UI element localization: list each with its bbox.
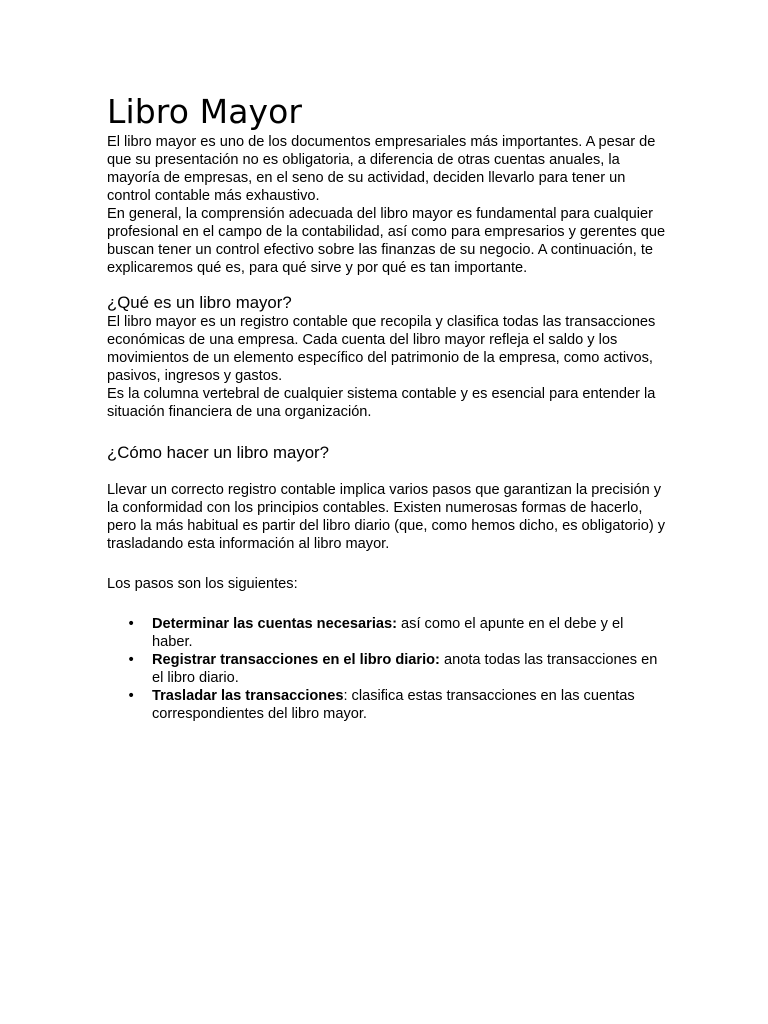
bullet-icon: • [127, 688, 136, 704]
bullet-icon: • [127, 652, 136, 668]
document-page [107, 91, 667, 723]
step-bold-label: Registrar transacciones en el libro diario: [152, 652, 440, 668]
step-bold-label: Trasladar las transacciones [152, 688, 344, 704]
section2-paragraph: Llevar un correcto registro contable implica varios pasos que garantizan la precisión y la conformidad con los principios contables. Existen numerosas formas de hacerlo, pero la más habitual es partir del libro diario (que, como hemos dicho, es obligatorio) y trasladando esta información al libro mayor. [107, 482, 666, 552]
steps-list [107, 615, 667, 723]
list-item [107, 615, 667, 651]
step-text: : clasifica estas transacciones en las cuentas correspondientes del libro mayor. [152, 688, 635, 722]
section-heading-que-es: ¿Qué es un libro mayor? [107, 293, 292, 312]
list-item [107, 651, 667, 687]
section1-paragraph-2: Es la columna vertebral de cualquier sistema contable y es esencial para entender la situación financiera de una organización. [107, 386, 656, 420]
section1-paragraph-1: El libro mayor es un registro contable que recopila y clasifica todas las transacciones económicas de una empresa. Cada cuenta del libro mayor refleja el saldo y los movimientos de un elemento específico del patrimonio de la empresa, como activos, pasivos, ingresos y gastos. [107, 314, 656, 384]
bullet-icon: • [127, 616, 136, 632]
document-title: Libro Mayor [107, 92, 303, 131]
step-text: anota todas las transacciones en el libro diario. [152, 652, 658, 686]
section-heading-como-hacer: ¿Cómo hacer un libro mayor? [107, 443, 329, 462]
step-bold-label: Determinar las cuentas necesarias: [152, 616, 397, 632]
steps-intro: Los pasos son los siguientes: [107, 576, 298, 592]
step-text: así como el apunte en el debe y el haber. [152, 616, 624, 650]
intro-paragraph-2: En general, la comprensión adecuada del libro mayor es fundamental para cualquier profesional en el campo de la contabilidad, así como para empresarios y gerentes que buscan tener un control efectivo sobre las finanzas de su negocio. A continuación, te explicaremos qué es, para qué sirve y por qué es tan importante. [107, 206, 666, 276]
intro-paragraph-1: El libro mayor es uno de los documentos empresariales más importantes. A pesar de que su presentación no es obligatoria, a diferencia de otras cuentas anuales, la mayoría de empresas, en el seno de su actividad, deciden llevarlo para tener un control contable más exhaustivo. [107, 134, 656, 204]
list-item [107, 687, 667, 723]
